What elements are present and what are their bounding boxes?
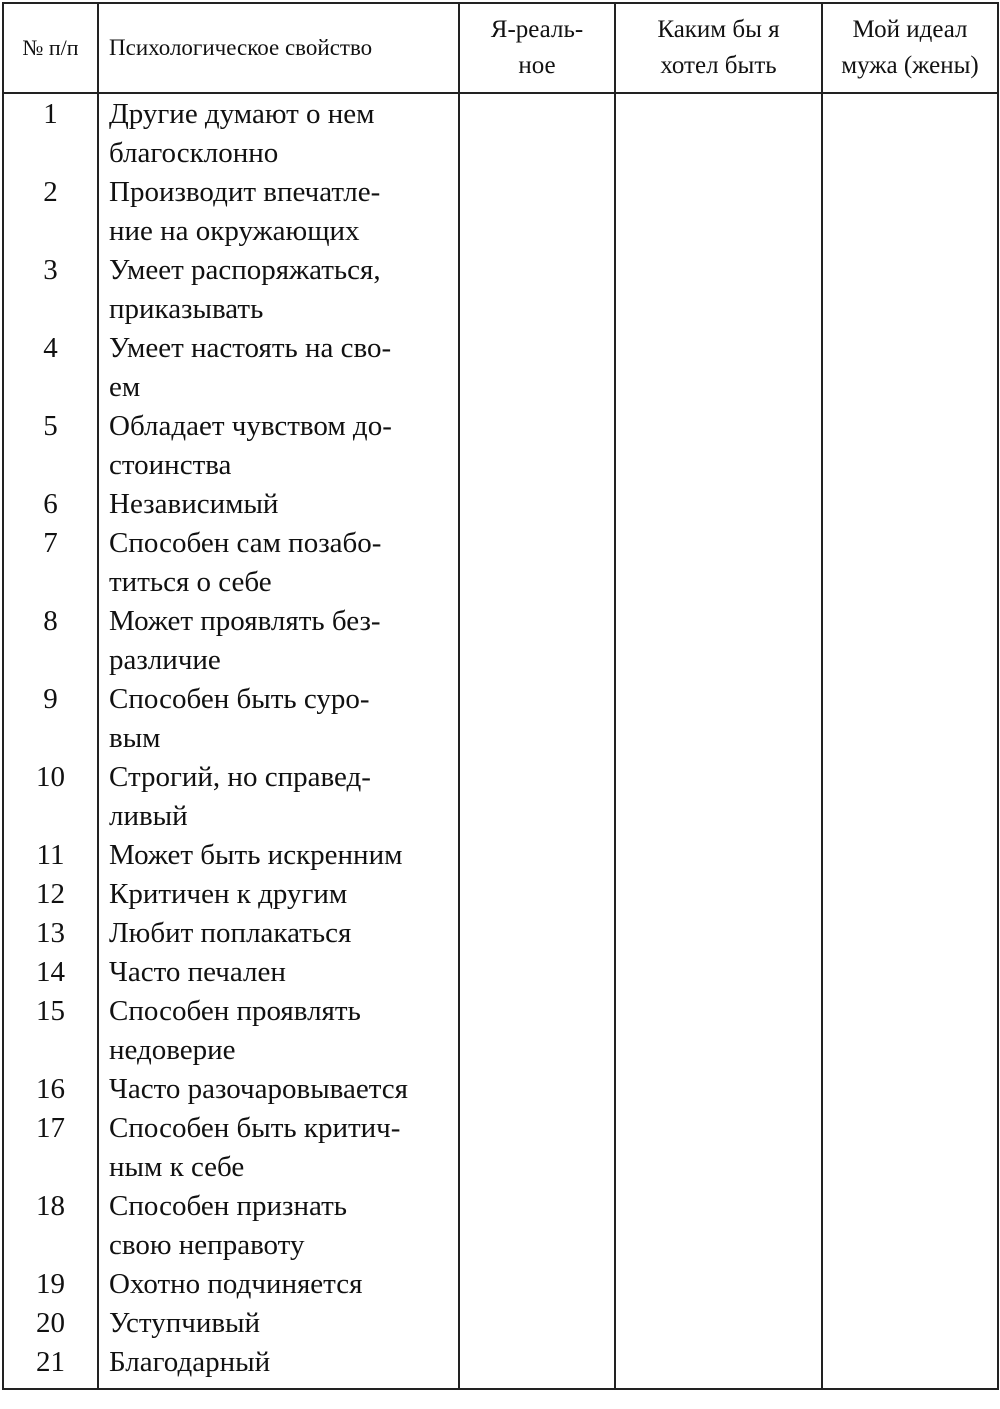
property-text-line: недоверие: [109, 1034, 236, 1066]
property-text-line: Способен проявлять: [109, 995, 361, 1027]
row-number: 5: [3, 407, 98, 485]
ideal-partner-cell[interactable]: [822, 992, 998, 1070]
real-self-cell[interactable]: [459, 914, 615, 953]
desired-self-cell[interactable]: [615, 1109, 822, 1187]
table-row: [3, 1304, 998, 1343]
real-self-cell[interactable]: [459, 173, 615, 251]
table-row: [3, 93, 998, 173]
desired-self-cell[interactable]: [615, 1070, 822, 1109]
property-text-line: Способен сам позабо-: [109, 527, 382, 559]
desired-self-cell[interactable]: [615, 914, 822, 953]
real-self-cell[interactable]: [459, 251, 615, 329]
header-desired-self-line: хотел быть: [660, 52, 777, 79]
property-text-line: различие: [109, 644, 221, 676]
ideal-partner-cell[interactable]: [822, 173, 998, 251]
row-property: [98, 836, 459, 875]
property-text-line: Обладает чувством до-: [109, 410, 392, 442]
real-self-cell[interactable]: [459, 953, 615, 992]
row-number: 7: [3, 524, 98, 602]
row-property: [98, 93, 459, 173]
row-property: [98, 953, 459, 992]
row-number: 11: [3, 836, 98, 875]
row-property: [98, 1343, 459, 1389]
row-number: 12: [3, 875, 98, 914]
row-number: 6: [3, 485, 98, 524]
real-self-cell[interactable]: [459, 93, 615, 173]
row-property: [98, 1265, 459, 1304]
row-number: 3: [3, 251, 98, 329]
header-ideal-partner: [822, 3, 998, 93]
property-text-line: Благодарный: [109, 1346, 271, 1378]
desired-self-cell[interactable]: [615, 836, 822, 875]
ideal-partner-cell[interactable]: [822, 524, 998, 602]
row-number: 20: [3, 1304, 98, 1343]
desired-self-cell[interactable]: [615, 1265, 822, 1304]
desired-self-cell[interactable]: [615, 485, 822, 524]
property-text-line: Любит поплакаться: [109, 917, 352, 949]
header-real-self-line: Я-реаль-: [490, 16, 584, 43]
row-property: [98, 602, 459, 680]
ideal-partner-cell[interactable]: [822, 407, 998, 485]
property-text-line: стоинства: [109, 449, 232, 481]
desired-self-cell[interactable]: [615, 875, 822, 914]
table-row: [3, 680, 998, 758]
ideal-partner-cell[interactable]: [822, 1109, 998, 1187]
real-self-cell[interactable]: [459, 836, 615, 875]
desired-self-cell[interactable]: [615, 992, 822, 1070]
ideal-partner-cell[interactable]: [822, 602, 998, 680]
property-text-line: Строгий, но справед-: [109, 761, 371, 793]
desired-self-cell[interactable]: [615, 680, 822, 758]
desired-self-cell[interactable]: [615, 602, 822, 680]
property-text-line: Умеет настоять на сво-: [109, 332, 392, 364]
real-self-cell[interactable]: [459, 1187, 615, 1265]
ideal-partner-cell[interactable]: [822, 1187, 998, 1265]
row-number: 2: [3, 173, 98, 251]
table-row: [3, 1109, 998, 1187]
row-number: 1: [3, 93, 98, 173]
real-self-cell[interactable]: [459, 485, 615, 524]
row-property: [98, 329, 459, 407]
property-text-line: Может быть искренним: [109, 839, 403, 871]
real-self-cell[interactable]: [459, 758, 615, 836]
real-self-cell[interactable]: [459, 680, 615, 758]
header-ideal-partner-line: мужа (жены): [841, 52, 979, 79]
psychological-traits-table: [2, 2, 999, 1390]
property-text-line: Производит впечатле-: [109, 176, 381, 208]
desired-self-cell[interactable]: [615, 758, 822, 836]
row-property: [98, 875, 459, 914]
row-property: [98, 1109, 459, 1187]
property-text-line: Другие думают о нем: [109, 98, 375, 130]
table-body: [3, 93, 998, 1389]
header-property: Психологическое свойство: [98, 3, 459, 93]
row-number: 15: [3, 992, 98, 1070]
row-number: 18: [3, 1187, 98, 1265]
ideal-partner-cell[interactable]: [822, 485, 998, 524]
desired-self-cell[interactable]: [615, 251, 822, 329]
table-header-row: [3, 3, 998, 93]
property-text-line: ным к себе: [109, 1151, 245, 1183]
ideal-partner-cell[interactable]: [822, 1304, 998, 1343]
row-property: [98, 992, 459, 1070]
row-number: 19: [3, 1265, 98, 1304]
property-text-line: Способен признать: [109, 1190, 348, 1222]
property-text-line: Часто печален: [109, 956, 286, 988]
property-text-line: благосклонно: [109, 137, 279, 169]
ideal-partner-cell[interactable]: [822, 680, 998, 758]
real-self-cell[interactable]: [459, 524, 615, 602]
ideal-partner-cell[interactable]: [822, 251, 998, 329]
desired-self-cell[interactable]: [615, 953, 822, 992]
desired-self-cell[interactable]: [615, 173, 822, 251]
row-property: [98, 1187, 459, 1265]
header-desired-self: [615, 3, 822, 93]
ideal-partner-cell[interactable]: [822, 1070, 998, 1109]
header-desired-self-line: Каким бы я: [657, 16, 780, 43]
real-self-cell[interactable]: [459, 992, 615, 1070]
row-number: 8: [3, 602, 98, 680]
desired-self-cell[interactable]: [615, 1304, 822, 1343]
ideal-partner-cell[interactable]: [822, 329, 998, 407]
ideal-partner-cell[interactable]: [822, 875, 998, 914]
property-text-line: Часто разочаровывается: [109, 1073, 408, 1105]
property-text-line: титься о себе: [109, 566, 272, 598]
real-self-cell[interactable]: [459, 407, 615, 485]
row-property: [98, 251, 459, 329]
ideal-partner-cell[interactable]: [822, 953, 998, 992]
row-number: 13: [3, 914, 98, 953]
table-row: [3, 524, 998, 602]
ideal-partner-cell[interactable]: [822, 758, 998, 836]
property-text-line: ние на окружающих: [109, 215, 360, 247]
real-self-cell[interactable]: [459, 1109, 615, 1187]
desired-self-cell[interactable]: [615, 407, 822, 485]
row-property: [98, 1304, 459, 1343]
real-self-cell[interactable]: [459, 602, 615, 680]
header-real-self: [459, 3, 615, 93]
table-row: [3, 875, 998, 914]
ideal-partner-cell[interactable]: [822, 914, 998, 953]
property-text-line: приказывать: [109, 293, 264, 325]
table-row: [3, 173, 998, 251]
row-number: 16: [3, 1070, 98, 1109]
row-property: [98, 1070, 459, 1109]
property-text-line: Способен быть суро-: [109, 683, 370, 715]
desired-self-cell[interactable]: [615, 524, 822, 602]
ideal-partner-cell[interactable]: [822, 93, 998, 173]
property-text-line: Умеет распоряжаться,: [109, 254, 381, 286]
table-row: [3, 992, 998, 1070]
property-text-line: ем: [109, 371, 141, 403]
property-text-line: Независимый: [109, 488, 279, 520]
property-text-line: свою неправоту: [109, 1229, 305, 1261]
header-number: № п/п: [3, 3, 98, 93]
row-number: 10: [3, 758, 98, 836]
ideal-partner-cell[interactable]: [822, 1343, 998, 1389]
table-row: [3, 758, 998, 836]
row-number: 14: [3, 953, 98, 992]
table-row: [3, 407, 998, 485]
table-row: [3, 1265, 998, 1304]
table-row: [3, 1343, 998, 1389]
ideal-partner-cell[interactable]: [822, 1265, 998, 1304]
property-text-line: Уступчивый: [109, 1307, 261, 1339]
table-row: [3, 836, 998, 875]
real-self-cell[interactable]: [459, 1304, 615, 1343]
row-number: 4: [3, 329, 98, 407]
table-row: [3, 1070, 998, 1109]
real-self-cell[interactable]: [459, 329, 615, 407]
row-property: [98, 680, 459, 758]
row-number: 17: [3, 1109, 98, 1187]
property-text-line: Может проявлять без-: [109, 605, 381, 637]
property-text-line: Охотно подчиняется: [109, 1268, 363, 1300]
row-property: [98, 485, 459, 524]
row-property: [98, 173, 459, 251]
ideal-partner-cell[interactable]: [822, 836, 998, 875]
header-real-self-line: ное: [518, 52, 556, 79]
row-property: [98, 407, 459, 485]
row-property: [98, 758, 459, 836]
table-row: [3, 602, 998, 680]
real-self-cell[interactable]: [459, 1343, 615, 1389]
real-self-cell[interactable]: [459, 1070, 615, 1109]
header-ideal-partner-line: Мой идеал: [852, 16, 968, 43]
desired-self-cell[interactable]: [615, 1343, 822, 1389]
desired-self-cell[interactable]: [615, 329, 822, 407]
property-text-line: ливый: [109, 800, 188, 832]
table-row: [3, 914, 998, 953]
row-number: 21: [3, 1343, 98, 1389]
table-row: [3, 1187, 998, 1265]
property-text-line: вым: [109, 722, 161, 754]
table-row: [3, 485, 998, 524]
desired-self-cell[interactable]: [615, 1187, 822, 1265]
property-text-line: Критичен к другим: [109, 878, 348, 910]
real-self-cell[interactable]: [459, 875, 615, 914]
row-property: [98, 524, 459, 602]
table-row: [3, 251, 998, 329]
row-property: [98, 914, 459, 953]
real-self-cell[interactable]: [459, 1265, 615, 1304]
desired-self-cell[interactable]: [615, 93, 822, 173]
table-row: [3, 329, 998, 407]
row-number: 9: [3, 680, 98, 758]
property-text-line: Способен быть критич-: [109, 1112, 401, 1144]
table-row: [3, 953, 998, 992]
